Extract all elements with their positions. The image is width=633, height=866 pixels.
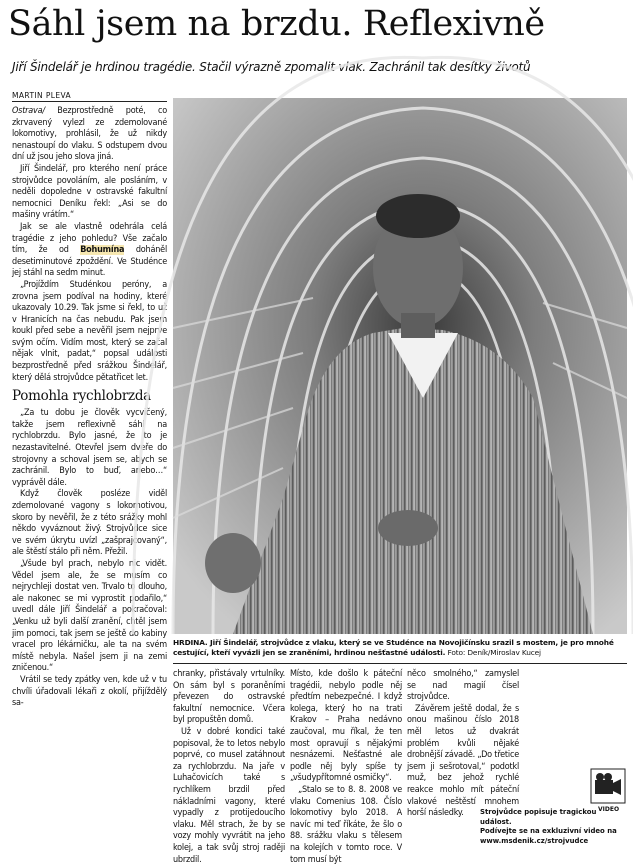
video-camera-icon <box>590 768 626 804</box>
photo-illustration <box>173 98 627 634</box>
photo-caption <box>173 638 627 658</box>
video-promo <box>480 808 628 846</box>
video-label: VIDEO <box>598 806 620 813</box>
subheadline: Jiří Šindelář je hrdinou tragédie. Stačil výrazně zpomalit vlak. Zachránil tak desítky životů <box>12 60 531 74</box>
promo-line-2: Podívejte se na exkluzivní video na <box>480 827 617 835</box>
paragraph-7: „Všude byl prach, nebylo nic vidět. Vědel jsem ale, že se musím co nejrychleji dostat ven. Trvalo to dlouho, ale nakonec se mi vyprostit podařilo,“ uvedl dále Jiří Šindelář a pokračoval: „Venku už byli další zranění, chtěl jsem jim pomoci, tak jsem se ještě do kabiny vracel pro lékárničku, ale ta na svém místě nebyla. Našel jsem ji na zemi zničenou.“ <box>12 558 167 674</box>
dateline: Ostrava/ <box>12 106 45 116</box>
column3-paragraph-2: „Stalo se to 8. 8. 2008 ve vlaku Comenius 108. Číslo lokomotivy bylo 2018. A navíc mi teď říkáte, že šlo o 88. srážku vlaku s tělesem na kolejích v tomto roce. V tom musí být <box>290 784 402 865</box>
promo-link[interactable]: www.msdenik.cz/strojvudce <box>480 836 589 845</box>
paragraph-1-text: Bezprostředně poté, co zkrvavený vylezl ze zdemolované lokomotivy, prohlásil, že už nikdy nenastoupí do vlaku. S odstupem dvou dní už jsou jeho slova jiná. <box>12 106 167 163</box>
paragraph-6: Když člověk posléze viděl zdemolované vagony s lokomotivou, skoro by nevěřil, že z této srážky mohl někdo vyváznout živý. Strojvůdce sice ve svém úkrytu uvízl „zašprajcovaný“, ale štěstí stálo při něm. Přežil. <box>12 489 167 558</box>
paragraph-2: Jiří Šindelář, pro kterého není práce strojvůdce povoláním, ale posláním, v neděli dopoledne v ostravské fakultní nemocnici Deníku řekl: „Asi se do mašiny vrátím.“ <box>12 163 167 221</box>
highlighted-place: Bohumína <box>80 245 125 256</box>
byline: MARTIN PLEVA <box>12 91 72 100</box>
byline-rule <box>12 101 167 102</box>
promo-line-1: Strojvůdce popisuje tragickou událost. <box>480 808 597 826</box>
column2-paragraph-1: chranky, přistávaly vrtulníky. On sám byl s poraněními převezen do ostravské fakultní nemocnice. Včera byl propuštěn domů. <box>173 669 285 726</box>
caption-rule <box>173 663 627 664</box>
paragraph-4: „Projíždím Studénkou peróny, a zrovna jsem podíval na hodiny, které ukazovaly 10.29. Tak jsme si řekl, to už v Hranicích na čas nebudu. Pak jsem koukl před sebe a nevěřil jsem nejprve svým očím. Vidím most, který se začal nějak vlnit, padat,“ popsal události bezprostředně před srážkou Šindelář, který dělá strojvůdce pětatřicet let. <box>12 279 167 383</box>
hero-photo <box>173 98 627 634</box>
caption-credit: Foto: Deník/Miroslav Kucej <box>445 648 541 657</box>
caption-lead: HRDINA. <box>173 638 208 647</box>
article-column-2 <box>173 669 285 865</box>
paragraph-8: Vrátil se tedy zpátky ven, kde už v tu chvíli úřadovali lékaři z okolí, přijíždělý sa- <box>12 674 167 709</box>
column4-paragraph-2: Závěrem ještě dodal, že s onou mašinou číslo 2018 měl letos už dvakrát problém kvůli nějaké drobnější závadě. „Do třetice jsem ji sešrotoval,“ podotkl muž, bez jehož rychlé reakce mohlo mít páteční vlakové neštěstí mnohem horší následky. <box>407 703 519 819</box>
article-column-1 <box>12 106 167 858</box>
paragraph-3-b: doháněl desetiminutové zpoždění. Ve Studénce jej stáhl na sedm minut. <box>12 245 167 279</box>
headline: Sáhl jsem na brzdu. Reflexivně <box>8 4 545 44</box>
section-subtitle: Pomohla rychlobrzda <box>12 388 151 405</box>
article-column-3 <box>290 669 402 865</box>
caption-text: Jiří Šindelář, strojvůdce z vlaku, který se ve Studénce na Novojičínsku srazil s mostem, je pro mnohé cestující, kteří vyvázli jen se zraněními, hrdinou nešťastné události. <box>173 638 614 657</box>
column4-paragraph-1: něco smolného,“ zamyslel se nad magií čísel strojvůdce. <box>407 669 519 703</box>
paragraph-3-a: Jak se ale vlastně odehrála celá tragédie z jeho pohledu? Vše začalo tím, že od <box>12 221 167 256</box>
column3-paragraph-1: Místo, kde došlo k páteční tragédii, nebylo podle něj předtím nebezpečné. I když kolega, který ho na trati Krakov – Praha nedávno zaučoval, mu říkal, že ten most opravují s nějakými nesnázemi. Nešťastné ale podle něj byly spíše ty „všudypřítomné osmičky“. <box>290 669 402 784</box>
paragraph-1 <box>12 106 167 164</box>
paragraph-5: „Za tu dobu je člověk vycvičený, takže jsem reflexivně sáhl na rychlobrzdu. Bylo jasné, že to je nezastavitelné. Otevřel jsem dveře do strojovny a schoval jsem se, abych se zachránil. Bylo to buď, anebo…“ vyprávěl dále. <box>12 408 167 488</box>
column2-paragraph-2: Už v dobré kondici také popisoval, že to letos nebylo poprvé, co musel zatáhnout za rychlobrzdu. Na jaře v Luhačovicích také s rychlíkem brzdil před nákladními vagony, které vypadly z protijedoucího vlaku. Měl strach, že by se vozy mohly vyvrátit na jeho kolej, a tak svůj stroj raději ubrzdil. <box>173 726 285 865</box>
paragraph-3 <box>12 222 167 280</box>
